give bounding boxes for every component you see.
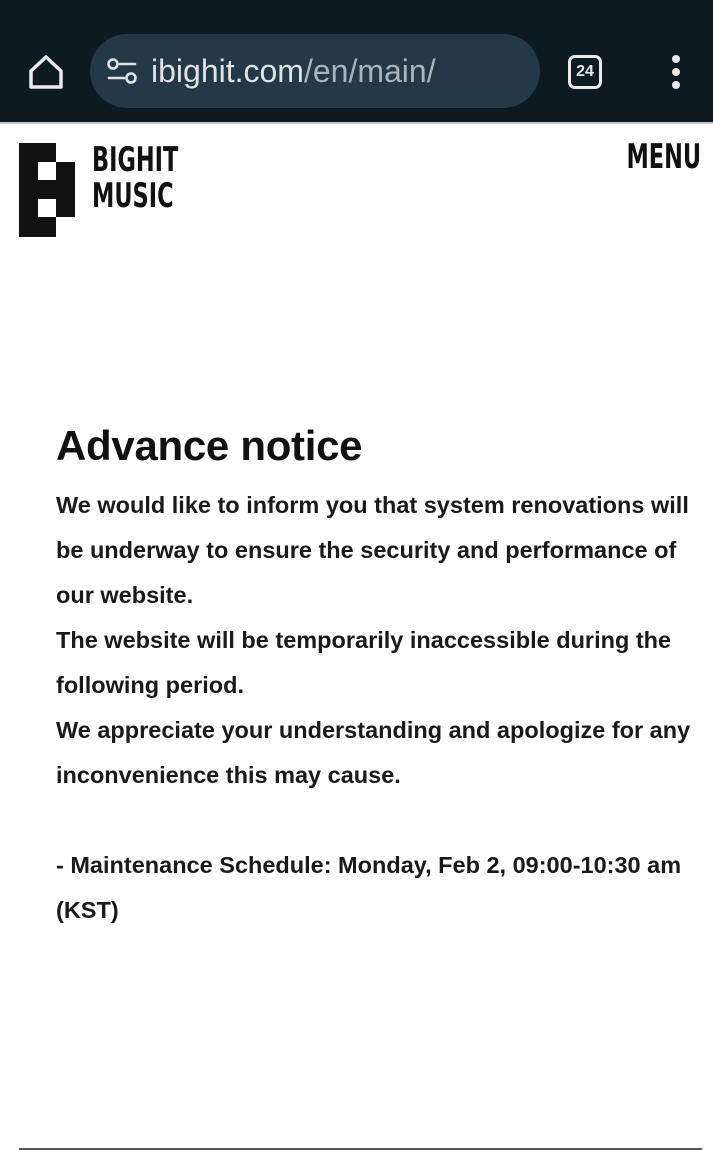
url-path: /en/main/ — [303, 53, 436, 89]
more-vert-icon — [664, 54, 688, 94]
home-button[interactable] — [26, 52, 66, 92]
logo-wordmark[interactable] — [92, 142, 178, 214]
maintenance-schedule: - Maintenance Schedule: Monday, Feb 2, 09:00-10:30 am (KST) — [56, 852, 682, 923]
address-bar[interactable] — [90, 34, 540, 108]
browser-menu-button[interactable] — [664, 54, 688, 94]
tab-switcher-button[interactable]: 24 — [568, 55, 602, 89]
url-host: ibighit.com — [151, 53, 304, 89]
home-icon — [26, 52, 66, 92]
notice-title: Advance notice — [56, 422, 363, 469]
notice-body — [56, 483, 696, 933]
status-bar — [0, 0, 713, 8]
browser-toolbar — [0, 0, 713, 124]
url-text[interactable] — [151, 52, 436, 90]
logo-line-1: BIGHIT — [92, 140, 179, 180]
logo-line-2: MUSIC — [92, 176, 174, 216]
notice-section — [56, 418, 696, 933]
bighit-logo-icon[interactable] — [19, 143, 75, 237]
notice-paragraph: We appreciate your understanding and apologize for any inconvenience this may cause. — [56, 717, 691, 788]
tune-icon[interactable] — [106, 57, 138, 85]
site-menu-button[interactable]: MENU — [626, 137, 701, 177]
notice-paragraph: We would like to inform you that system renovations will be underway to ensure the security and performance of our website. — [56, 492, 689, 608]
notice-paragraph: The website will be temporarily inaccessible during the following period. — [56, 627, 672, 698]
paragraph-spacer — [56, 798, 696, 843]
site-header — [0, 126, 713, 246]
